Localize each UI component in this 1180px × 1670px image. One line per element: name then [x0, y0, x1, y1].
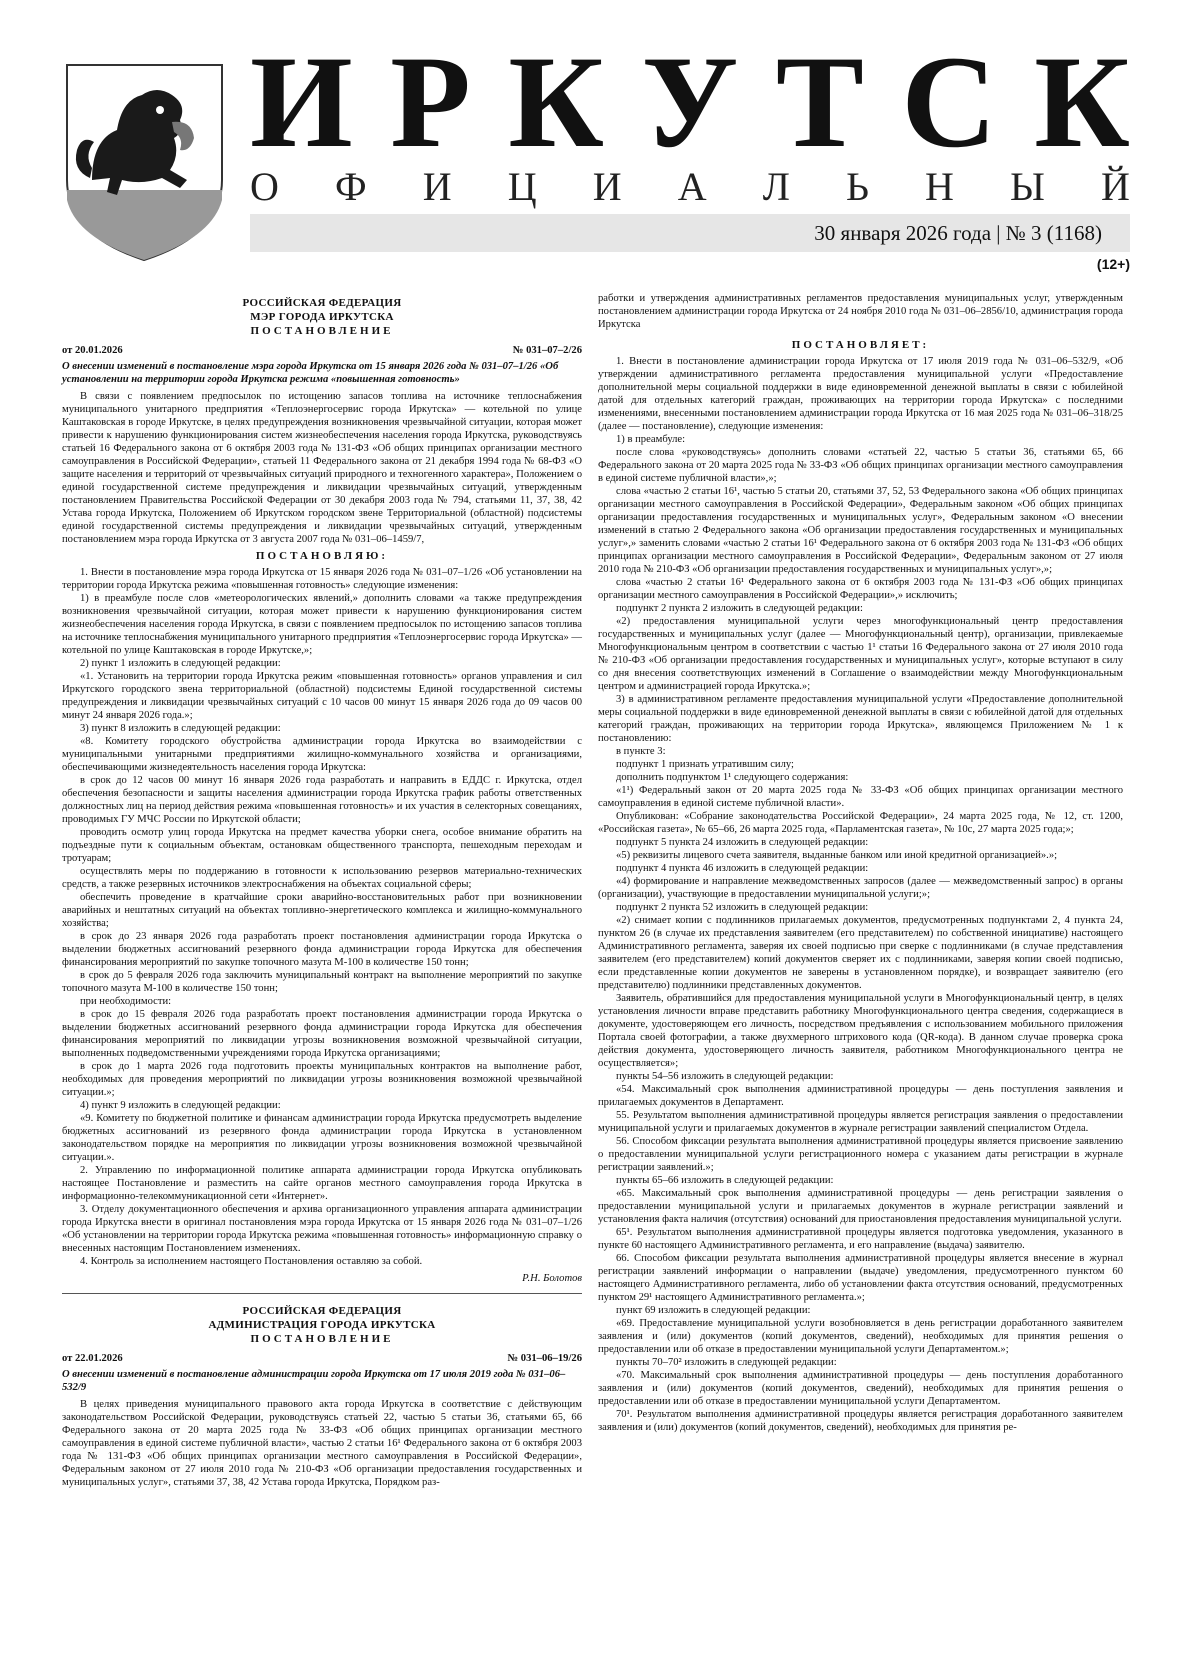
doc1-paragraph: обеспечить проведение в кратчайшие сроки аварийно-восстановительных работ при возникновении аварийных и нештатных ситуаций на объектах топливно-энергетического комплекса и жилищно-коммунального хозяйства; — [62, 892, 582, 929]
doc1-body — [62, 566, 582, 1268]
doc2-paragraph: «70. Максимальный срок выполнения административной процедуры — день поступления доработанного заявления и (или) документов (копий документов, сведений), необходимых для принятия решения о предоставлении или об отказе в предоставлении муниципальной услуги Департаментом. — [598, 1370, 1123, 1407]
subtitle-letter: Л — [762, 164, 790, 209]
doc2-paragraph: Опубликован: «Собрание законодательства Российской Федерации», 24 марта 2025 года, № 12, ст. 1200, «Российская газета», № 65–66, 26 марта 2025 года, «Парламентская газета», № 10с, 27 марта 2025 года;»; — [598, 811, 1123, 835]
doc2-preamble-continued: работки и утверждения административных регламентов предоставления муниципальных услуг, утвержденным постановлением администрации города Иркутска от 24 ноября 2010 года № 031–06–2856/10, администрация города Иркутска — [598, 293, 1123, 330]
issue-dateline: 30 января 2026 года | № 3 (1168) — [250, 214, 1130, 252]
masthead-letter: У — [641, 28, 739, 175]
doc1-paragraph: 3) пункт 8 изложить в следующей редакции: — [80, 723, 281, 734]
subtitle-letter: Ы — [1010, 164, 1045, 209]
doc1-heading-type: ПОСТАНОВЛЕНИЕ — [250, 325, 394, 337]
doc1-paragraph: осуществлять меры по поддержанию в готовности к использованию резервов материально-технических средств, а также резервных источников электроснабжения на объектах социальной сферы; — [62, 866, 582, 890]
doc2-date-number — [62, 1352, 582, 1365]
doc2-paragraph: дополнить подпунктом 1¹ следующего содержания: — [616, 772, 849, 783]
doc1-preamble: В связи с появлением предпосылок по истощению запасов топлива на источнике теплоснабжения муниципального унитарного предприятия «Теплоэнергосервис города Иркутска» — котельной по улице Каштаковская в городе Иркутске, в целях предупреждения возникновения чрезвычайной ситуации, которая может привести к нарушению функционирования систем жизнеобеспечения населения города Иркутска, руководствуясь статьей 16 Федерального закона от 6 октября 2003 года № 131-ФЗ «Об общих принципах организации местного самоуправления в Российской Федерации», статьей 11 Федерального закона от 21 декабря 1994 года № 68-ФЗ «О защите населения и территорий от чрезвычайных ситуаций природного и техногенного характера», Положением о единой государственной системе предупреждения и ликвидации чрезвычайных ситуаций, утвержденным постановлением Правительства Российской Федерации от 30 декабря 2003 года № 794, статьями 11, 37, 38, 42 Устава города Иркутска, Положением об Иркутском городском звене Территориальной (областной) подсистемы единой государственной системы предупреждения и ликвидации чрезвычайных ситуаций, утвержденным постановлением мэра города Иркутска от 3 августа 2007 года № 031–06–1459/7, — [62, 391, 582, 545]
doc1-paragraph: 2) пункт 1 изложить в следующей редакции: — [80, 658, 281, 669]
doc1-paragraph: 1. Внести в постановление мэра города Иркутска от 15 января 2026 года № 031–07–1/26 «Об установлении на территории города Иркутска режима «повышенная готовность» следующие изменения: — [62, 567, 582, 591]
irkutsk-coat-of-arms-icon — [62, 60, 227, 265]
masthead-letter: К — [1034, 28, 1130, 175]
doc2-paragraph: «2) снимает копии с подлинников прилагаемых документов, предусмотренных подпунктами 2, 4 пункта 24, пунктом 26 (в случае их представления заявителем (его представителем) по собственной инициативе) настоящего Административного регламента, заверяя их своей подписью при сверке с подлинниками (в случае представления заявителем (его представителем) копий документов сверяет их с подлинниками, заверяя копии своей подписью, если представленные копии документов не заверены в установленном порядке), и возвращает заявителю (его представителю) подлинники представленных документов. — [598, 915, 1123, 991]
subtitle-letter: Ь — [845, 164, 869, 209]
doc1-paragraph: 3. Отделу документационного обеспечения и архива организационного управления аппарата администрации города Иркутска внести в оригинал постановления мэра города Иркутска от 15 января 2026 года № 031–07–1/26 «Об установлении на территории города Иркутска режима «повышенная готовность» информационную справку о внесенных настоящим Постановлением изменениях. — [62, 1204, 582, 1254]
doc2-paragraph: подпункт 5 пункта 24 изложить в следующей редакции: — [616, 837, 869, 848]
doc2-paragraph: 1. Внести в постановление администрации города Иркутска от 17 июля 2019 года № 031–06–532/9, «Об утверждении административного регламента предоставления муниципальной услуги «Предоставление дополнительной меры социальной поддержки в виде единовременной денежной выплаты в связи с юбилейной датой для отдельных категорий граждан, проживающих на территории города Иркутска» с последними изменениями, внесенными постановлением администрации города Иркутска от 16 мая 2025 года № 031–06–318/25 (далее — постановление), следующие изменения: — [598, 356, 1123, 432]
doc2-heading-type: ПОСТАНОВЛЕНИЕ — [250, 1333, 394, 1345]
doc1-paragraph: 1) в преамбуле после слов «метеорологических явлений,» дополнить словами «а также предупреждения возникновения чрезвычайной ситуации, которая может привести к нарушению функционирования систем жизнеобеспечения населения города Иркутска, в связи с появлением предпосылок по истощению запасов топлива на источнике теплоснабжения муниципального унитарного предприятия «Теплоэнергосервис города Иркутска» — котельной по улице Каштаковская в городе Иркутске,»; — [62, 593, 582, 656]
doc2-paragraph: пункт 69 изложить в следующей редакции: — [616, 1305, 811, 1316]
doc1-date: от 20.01.2026 — [62, 345, 123, 356]
masthead-letter: Р — [390, 28, 471, 175]
doc2-preamble: В целях приведения муниципального правового акта города Иркутска в соответствие с действующим законодательством Российской Федерации, руководствуясь статьей 22, частью 5 статьи 36, статьями 65, 66 Федерального закона от 20 марта 2025 года № 33-ФЗ «Об общих принципах организации местного самоуправления в единой системе публичной власти», частью 2 статьи 16¹ Федерального закона от 6 октября 2003 года № 131-ФЗ «Об общих принципах организации местного самоуправления в Российской Федерации», Федеральным законом от 27 июля 2010 года № 210-ФЗ «Об организации предоставления государственных и муниципальных услуг», статьями 37, 38, 42 Устава города Иркутска, Порядком раз- — [62, 1399, 582, 1488]
doc2-paragraph: подпункт 4 пункта 46 изложить в следующей редакции: — [616, 863, 869, 874]
subtitle-letter: Й — [1101, 164, 1130, 209]
doc2-paragraph: «69. Предоставление муниципальной услуги возобновляется в день регистрации доработанного заявителем заявления и (или) документов (копий документов, сведений), необходимых для принятия решения о предоставлении или об отказе в предоставлении муниципальной услуги Департаментом.»; — [598, 1318, 1123, 1355]
doc1-paragraph: в срок до 23 января 2026 года разработать проект постановления администрации города Иркутска о выделении бюджетных ассигнований резервного фонда администрации города Иркутска для обеспечения финансирования мероприятий по закупке топочного мазута М-100 в количестве 150 тонн; — [62, 931, 582, 968]
subtitle-letter: Н — [925, 164, 954, 209]
doc2-heading-authority: АДМИНИСТРАЦИЯ ГОРОДА ИРКУТСКА — [208, 1319, 436, 1331]
doc2-paragraph: «1¹) Федеральный закон от 20 марта 2025 года № 33-ФЗ «Об общих принципах организации местного самоуправления в единой системе публичной власти». — [598, 785, 1123, 809]
doc2-paragraph: «5) реквизиты лицевого счета заявителя, выданные банком или иной кредитной организацией».»; — [616, 850, 1058, 861]
doc2-paragraph: пункты 70–70² изложить в следующей редакции: — [616, 1357, 837, 1368]
masthead-letter: И — [250, 28, 353, 175]
doc2-title: О внесении изменений в постановление администрации города Иркутска от 17 июля 2019 года № 031–06–532/9 — [62, 1369, 566, 1393]
masthead-subtitle — [250, 162, 1130, 212]
right-column — [598, 292, 1123, 1434]
doc1-paragraph: проводить осмотр улиц города Иркутска на предмет качества уборки снега, особое внимание обратить на подъездные пути к социальным объектам, остановкам общественного транспорта, пешеходным переходам и тротуарам; — [62, 827, 582, 864]
doc1-paragraph: 4. Контроль за исполнением настоящего Постановления оставляю за собой. — [80, 1256, 423, 1267]
subtitle-letter: О — [250, 164, 279, 209]
masthead-letter: С — [901, 28, 997, 175]
doc2-date: от 22.01.2026 — [62, 1353, 123, 1364]
doc2-paragraph: пункты 54–56 изложить в следующей редакции: — [616, 1071, 834, 1082]
subtitle-letter: А — [677, 164, 707, 209]
doc1-number: № 031–07–2/26 — [512, 345, 582, 356]
subtitle-letter: Ц — [507, 164, 537, 209]
doc2-paragraph: «65. Максимальный срок выполнения административной процедуры — день регистрации заявления о предоставлении муниципальной услуги и прилагаемых документов в журнале регистрации заявлений и установления факта наличия (отсутствия) оснований для приостановления предоставления муниципальной услуги. — [598, 1188, 1123, 1225]
subtitle-letter: Ф — [335, 164, 367, 209]
doc1-title: О внесении изменений в постановление мэра города Иркутска от 15 января 2026 года № 031–07–1/26 «Об установлении на территории города Иркутска режима «повышенная готовность» — [62, 361, 559, 385]
masthead-letter: К — [508, 28, 605, 175]
doc1-paragraph: в срок до 1 марта 2026 года подготовить проекты муниципальных контрактов на выполнение работ, необходимых для проведения мероприятий по ликвидации угрозы возникновения возможной чрезвычайной ситуации.»; — [62, 1061, 582, 1098]
doc2-paragraph: Заявитель, обратившийся для предоставления муниципальной услуги в Многофункциональный центр, в целях установления личности вправе представить работнику Многофункционального центра сведения, содержащиеся в документе, удостоверяющем его личность, посредством предъявления с использованием мобильного приложения Портала своей фотографии, а также двухмерного штрихового кода (QR-кода). В данном случае проверка срока действия документа, удостоверяющего личность заявителя, работником Многофункционального центра не осуществляется»; — [598, 993, 1123, 1069]
doc2-paragraph: 56. Способом фиксации результата выполнения административной процедуры является присвоение заявлению о предоставлении муниципальной услуги регистрационного номера с указанием даты регистрации в журнале регистрации заявлений.»; — [598, 1136, 1123, 1173]
subtitle-letter: И — [422, 164, 452, 209]
doc1-paragraph: в срок до 15 февраля 2026 года разработать проект постановления администрации города Иркутска о выделении бюджетных ассигнований резервного фонда администрации города Иркутска для обеспечения финансирования мероприятий по ликвидации угрозы возникновения возможной чрезвычайной ситуации, выполненных подведомственными учреждениями города Иркутска организациями; — [62, 1009, 582, 1059]
doc1-paragraph: 4) пункт 9 изложить в следующей редакции: — [80, 1100, 281, 1111]
doc2-paragraph: 66. Способом фиксации результата выполнения административной процедуры является внесение в журнал регистрации заявлений информации о направлении (выдаче) уведомления, предусмотренного пунктом 60 настоящего Административного регламента, либо об установлении факта отсутствия оснований, предусмотренных пунктом 29¹ настоящего Административного регламента.»; — [598, 1253, 1123, 1303]
doc1-signature: Р.Н. Болотов — [522, 1273, 582, 1284]
left-column — [62, 296, 582, 1489]
doc2-paragraph: 70¹. Результатом выполнения административной процедуры является регистрация доработанного заявителем заявления и (или) документов (копий документов, сведений), необходимых для принятия ре- — [598, 1409, 1123, 1433]
doc2-paragraph: «54. Максимальный срок выполнения административной процедуры — день поступления заявления и прилагаемых документов в Департамент. — [598, 1084, 1123, 1108]
doc1-paragraph: при необходимости: — [80, 996, 172, 1007]
doc2-paragraph: подпункт 2 пункта 52 изложить в следующей редакции: — [616, 902, 869, 913]
doc2-paragraph: подпункт 2 пункта 2 изложить в следующей редакции: — [616, 603, 863, 614]
doc2-paragraph: пункты 65–66 изложить в следующей редакции: — [616, 1175, 834, 1186]
doc2-paragraph: слова «частью 2 статьи 16¹, частью 5 статьи 20, статьями 37, 52, 53 Федерального закона «Об общих принципах организации местного самоуправления в Российской Федерации», Федеральным законом «Об общих принципах организации предоставления государственных и муниципальных услуг», Федеральным законом «О внесении изменений в статью 2 Федерального закона «Об организации предоставления государственных и муниципальных услуг»,» заменить словами «частью 2 статьи 16¹ Федерального закона от 6 октября 2003 года № 131-ФЗ «Об общих принципах организации местного самоуправления в Российской Федерации», Федеральным законом от 27 июля 2010 года № 210-ФЗ «Об организации предоставления государственных и муниципальных услуг»,»; — [598, 486, 1123, 575]
doc2-paragraph: 1) в преамбуле: — [616, 434, 686, 445]
doc2-paragraph: 65¹. Результатом выполнения административной процедуры является подготовка уведомления, указанного в пункте 60 настоящего Административного регламента, и его направление (выдача) заявителю. — [598, 1227, 1123, 1251]
subtitle-letter: И — [592, 164, 622, 209]
doc2-number: № 031–06–19/26 — [507, 1353, 582, 1364]
doc1-paragraph: 2. Управлению по информационной политике аппарата администрации города Иркутска опубликовать настоящее Постановление и разместить на сайте органов местного самоуправления города Иркутска в информационно-телекоммуникационной сети «Интернет». — [62, 1165, 582, 1202]
doc2-paragraph: «2) предоставления муниципальной услуги через многофункциональный центр предоставления государственных и муниципальных услуг (далее — Многофункциональный центр), организации, привлекаемые Многофункциональным центром в соответствии с частью 1¹ статьи 16 Федерального закона от 27 июля 2010 года № 210-ФЗ «Об организации предоставления государственных и муниципальных услуг», которые вступают в силу со дня внесения соответствующих изменений в Соглашение о взаимодействии между Многофункциональным центром и администрацией города Иркутска.»; — [598, 616, 1123, 692]
doc2-paragraph: 3) в административном регламенте предоставления муниципальной услуги «Предоставление дополнительной меры социальной поддержки в виде единовременной денежной выплаты в связи с юбилейной датой для отдельных категорий граждан, проживающих на территории города Иркутска», являющемся Приложением № 1 к постановлению: — [598, 694, 1123, 744]
doc2-paragraph: 55. Результатом выполнения административной процедуры является регистрация заявления о предоставлении муниципальной услуги и прилагаемых документов в журнале регистрации заявлений специалистом Отдела. — [598, 1110, 1123, 1134]
section-divider — [62, 1293, 582, 1294]
doc1-decree: ПОСТАНОВЛЯЮ: — [255, 550, 389, 562]
masthead-letter: Т — [775, 28, 864, 175]
doc1-paragraph: «9. Комитету по бюджетной политике и финансам администрации города Иркутска предусмотреть выделение бюджетных ассигнований из резервного фонда администрации города Иркутска в установленном законодательством порядке на мероприятия по ликвидации угрозы возникновения возможной чрезвычайной ситуации.». — [62, 1113, 582, 1163]
doc1-heading-authority: МЭР ГОРОДА ИРКУТСКА — [250, 311, 394, 323]
doc2-decree: ПОСТАНОВЛЯЕТ: — [791, 339, 930, 351]
doc2-paragraph: подпункт 1 признать утратившим силу; — [616, 759, 794, 770]
doc2-paragraph: слова «частью 2 статьи 16¹ Федерального закона от 6 октября 2003 года № 131-ФЗ «Об общих принципах организации местного самоуправления в Российской Федерации»,» исключить; — [598, 577, 1123, 601]
doc2-paragraph: в пункте 3: — [616, 746, 666, 757]
doc1-paragraph: «1. Установить на территории города Иркутска режим «повышенная готовность» органов управления и сил Иркутского городского звена территориальной (областной) подсистемы Единой государственной системы предупреждения и ликвидации чрезвычайных ситуаций с 10 часов 00 минут 15 января 2026 года до 09 часов 00 минут 24 января 2026 года.»; — [62, 671, 582, 721]
doc2-heading-country: РОССИЙСКАЯ ФЕДЕРАЦИЯ — [242, 1305, 402, 1317]
masthead-title — [250, 28, 1130, 175]
doc2-paragraph: «4) формирование и направление межведомственных запросов (далее — межведомственный запрос) в органы (организации), участвующие в предоставлении муниципальной услуги;»; — [598, 876, 1123, 900]
doc1-heading-country: РОССИЙСКАЯ ФЕДЕРАЦИЯ — [242, 297, 402, 309]
age-rating-badge: (12+) — [1096, 256, 1130, 272]
doc1-paragraph: в срок до 5 февраля 2026 года заключить муниципальный контракт на выполнение мероприятий по закупке топочного мазута М-100 в количестве 150 тонн; — [62, 970, 582, 994]
doc2-paragraph: после слова «руководствуясь» дополнить словами «статьей 22, частью 5 статьи 36, статьями 65, 66 Федерального закона от 20 марта 2025 года № 33-ФЗ «Об общих принципах организации местного самоуправления в единой системе публичной власти»,»; — [598, 447, 1123, 484]
doc2-body — [598, 355, 1123, 1434]
doc1-paragraph: «8. Комитету городского обустройства администрации города Иркутска во взаимодействии с муниципальными унитарными предприятиями жилищно-коммунального хозяйства и организациями, обеспечивающими жизнедеятельность населения города Иркутска: — [62, 736, 582, 773]
doc1-paragraph: в срок до 12 часов 00 минут 16 января 2026 года разработать и направить в ЕДДС г. Иркутска, отдел обеспечения безопасности и защиты населения администрации города Иркутска график работы ответственных должностных лиц на период действия режима «повышенная готовность» и их участия в селекторных совещаниях, проводимых ГУ МЧС России по Иркутской области; — [62, 775, 582, 825]
doc1-date-number — [62, 344, 582, 357]
